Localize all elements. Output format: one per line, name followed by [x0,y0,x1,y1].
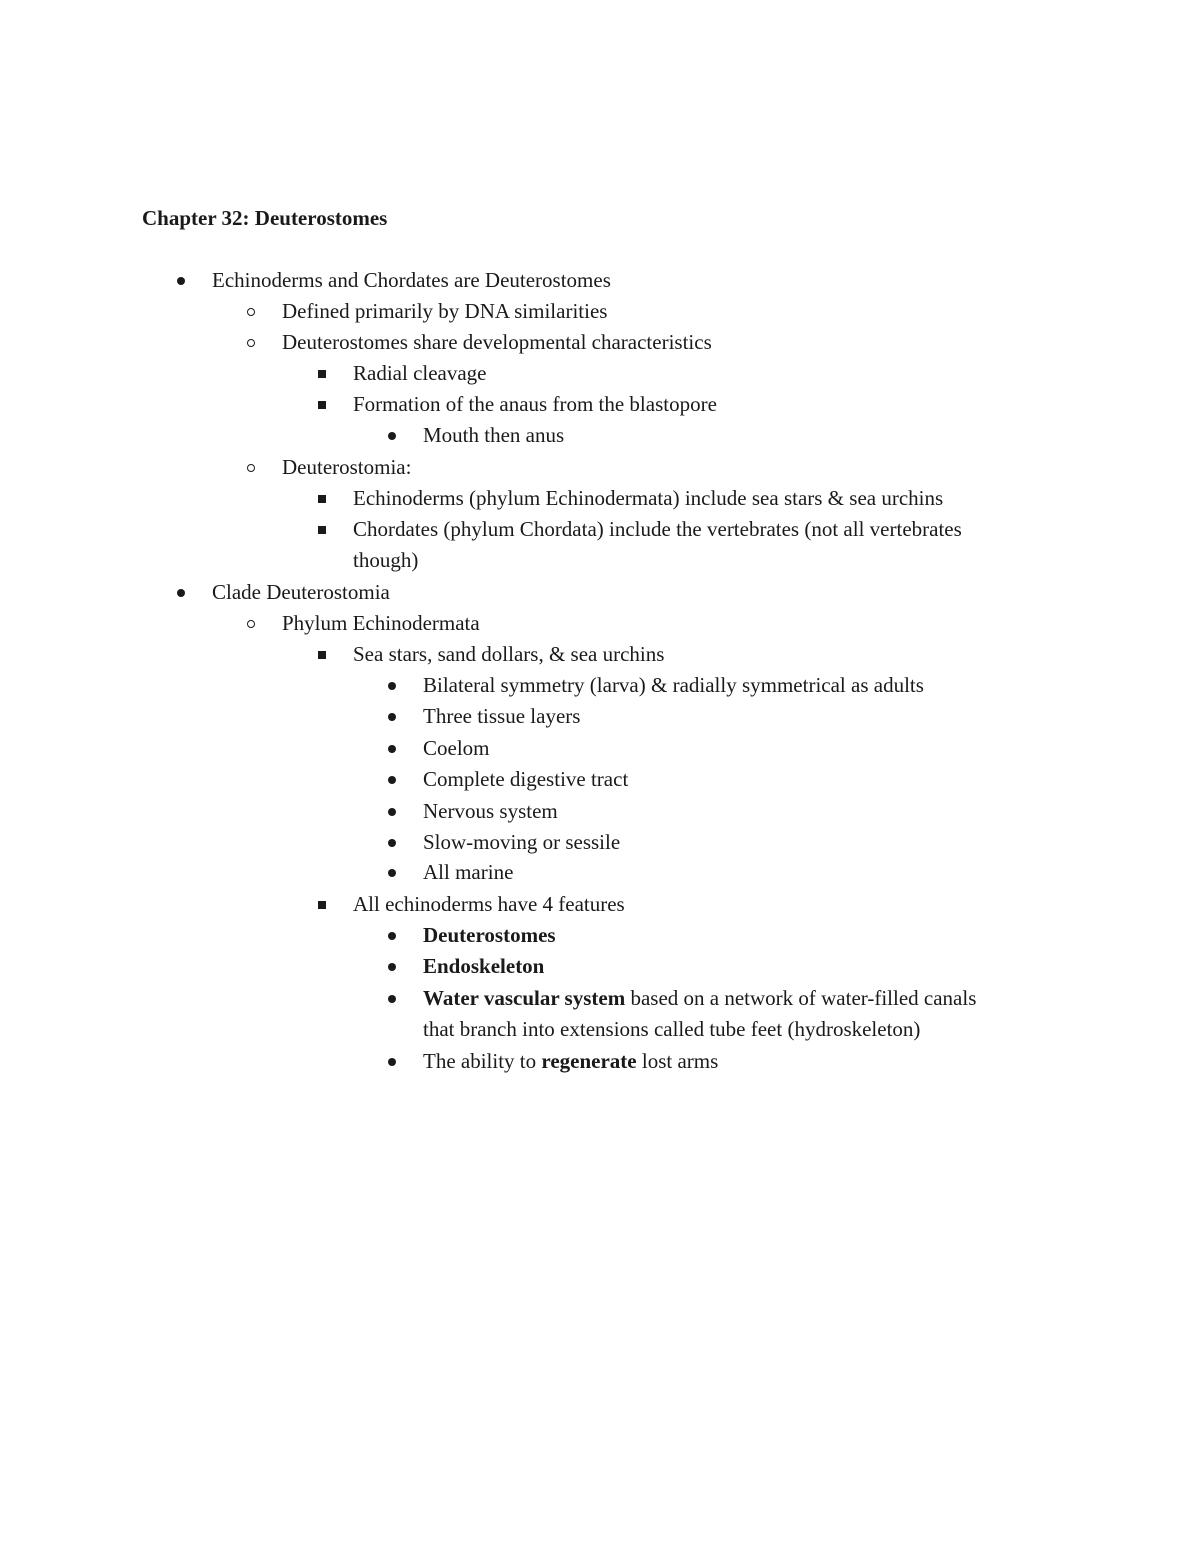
item-text: Coelom [423,736,490,760]
item-text: Formation of the anaus from the blastopore [353,392,717,416]
list-item [212,265,611,296]
item-text: lost arms [636,1049,719,1073]
list-item [353,389,717,420]
list-item [282,296,607,327]
bullet-icon [385,983,399,1014]
list-item [282,327,712,358]
item-text: Three tissue layers [423,704,581,728]
page-title: Chapter 32: Deuterostomes [142,206,388,230]
list-item [282,452,411,483]
bullet-icon [385,951,399,982]
bullet-icon [385,796,399,827]
item-text: Phylum Echinodermata [282,611,480,635]
list-item [423,1046,718,1077]
list-item [212,577,390,608]
list-item [282,608,480,639]
item-text: though) [353,548,419,572]
list-item [353,483,943,514]
item-text: Complete digestive tract [423,767,629,791]
list-item [423,951,544,982]
square-bullet-icon [315,483,329,514]
bullet-icon [174,577,188,608]
item-text: Echinoderms (phylum Echinodermata) include sea stars & sea urchins [353,486,944,510]
item-text: All marine [423,860,514,884]
list-item [353,358,487,389]
item-text: Defined primarily by DNA similarities [282,299,608,323]
bullet-icon [385,701,399,732]
list-item [353,639,664,670]
item-text: based on a network of water-filled canals [625,986,977,1010]
list-item [423,670,924,701]
item-text: Radial cleavage [353,361,487,385]
square-bullet-icon [315,514,329,545]
bullet-icon [174,265,188,296]
list-item [423,796,558,827]
square-bullet-icon [315,358,329,389]
item-text: Mouth then anus [423,423,565,447]
item-text: that branch into extensions called tube feet (hydroskeleton) [423,1017,921,1041]
bullet-icon [385,764,399,795]
bullet-icon [385,670,399,701]
square-bullet-icon [315,389,329,420]
list-item [423,857,513,888]
item-text: Chordates (phylum Chordata) include the vertebrates (not all vertebrates [353,517,962,541]
item-text: Bilateral symmetry (larva) & radially symmetrical as adults [423,673,924,697]
circle-bullet-icon [244,327,258,358]
item-text: All echinoderms have 4 features [353,892,625,916]
bullet-icon [385,920,399,951]
bullet-icon [385,733,399,764]
list-item [423,920,556,951]
bullet-icon [385,1046,399,1077]
list-item-continuation [423,1014,920,1045]
list-item [353,889,625,920]
item-text: Sea stars, sand dollars, & sea urchins [353,642,665,666]
square-bullet-icon [315,639,329,670]
list-item [423,733,490,764]
square-bullet-icon [315,889,329,920]
item-text: Deuterostomes share developmental characteristics [282,330,712,354]
list-item [423,827,620,858]
item-text: Nervous system [423,799,558,823]
item-bold-text: Water vascular system [423,986,626,1010]
list-item-continuation [353,545,418,576]
list-item [423,764,628,795]
item-bold-text: regenerate [541,1049,637,1073]
item-text: Echinoderms and Chordates are Deuterostomes [212,268,611,292]
circle-bullet-icon [244,608,258,639]
bullet-icon [385,420,399,451]
list-item [423,420,564,451]
item-text: Deuterostomia: [282,455,412,479]
list-item [353,514,962,545]
list-item [423,701,580,732]
item-text: Slow-moving or sessile [423,830,621,854]
circle-bullet-icon [244,296,258,327]
bullet-icon [385,827,399,858]
item-bold-text: Endoskeleton [423,954,545,978]
item-text: Clade Deuterostomia [212,580,390,604]
list-item [423,983,976,1014]
item-pre-text: The ability to [423,1049,542,1073]
item-bold-text: Deuterostomes [423,923,556,947]
circle-bullet-icon [244,452,258,483]
bullet-icon [385,857,399,888]
